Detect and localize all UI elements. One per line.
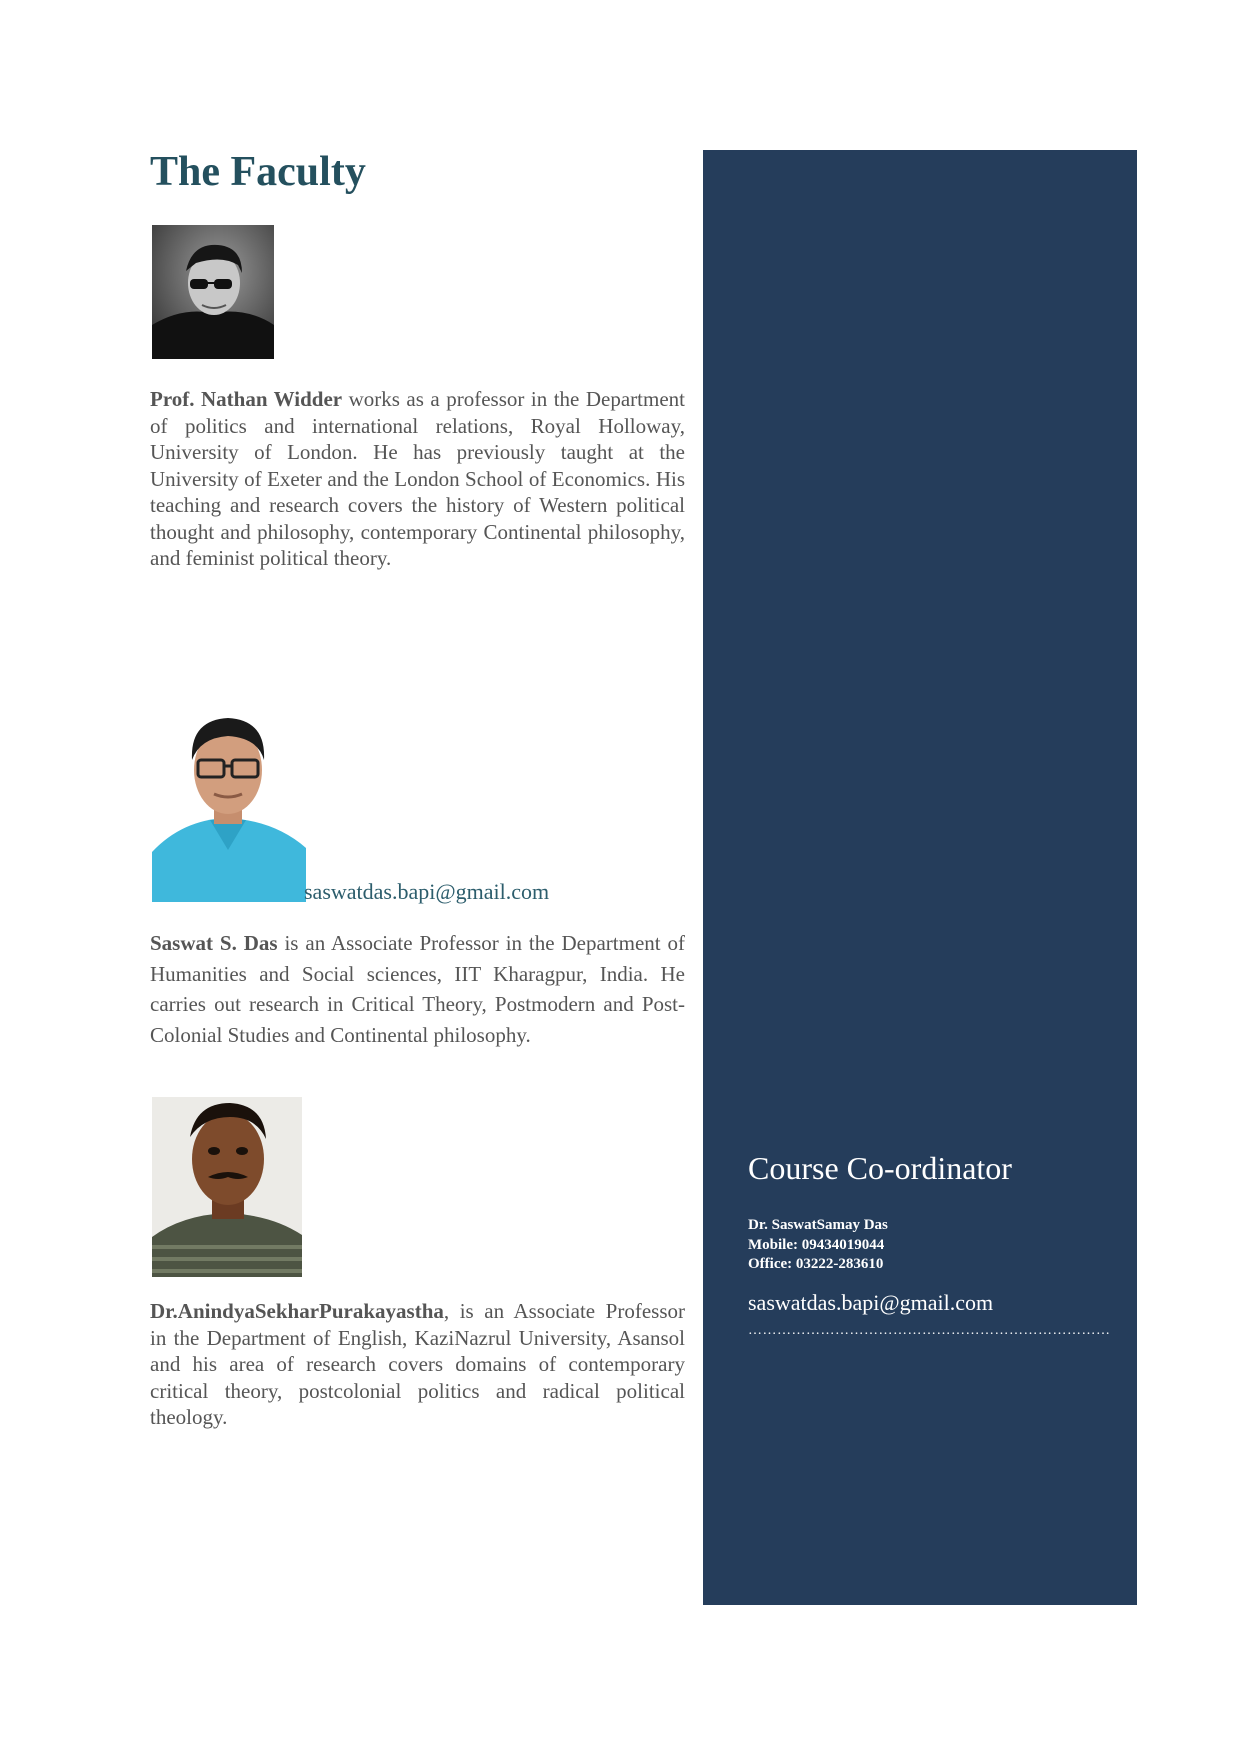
faculty-bio-das xyxy=(150,928,685,1050)
coordinator-contact xyxy=(748,1216,888,1275)
faculty-name: Prof. Nathan Widder xyxy=(150,387,343,411)
faculty-bio-purakayastha xyxy=(150,1298,685,1431)
page-title: The Faculty xyxy=(150,149,366,195)
coordinator-sidebar xyxy=(703,150,1137,1605)
faculty-photo-purakayastha xyxy=(152,1097,302,1277)
coordinator-mobile: Mobile: 09434019044 xyxy=(748,1236,885,1253)
faculty-email[interactable]: saswatdas.bapi@gmail.com xyxy=(304,879,550,904)
faculty-name: Saswat S. Das xyxy=(150,931,278,955)
faculty-bio-text: , is an Associate Professor in the Department of English, KaziNazrul University, Asansol and his area of research covers domains of contemporary critical theory, postcolonial politics and radical political theology. xyxy=(150,1299,685,1429)
coordinator-office: Office: 03222-283610 xyxy=(748,1256,884,1272)
coordinator-email[interactable]: saswatdas.bapi@gmail.com xyxy=(748,1290,994,1315)
faculty-name: Dr.AnindyaSekharPurakayastha xyxy=(150,1299,444,1323)
coordinator-heading: Course Co-ordinator xyxy=(748,1150,1012,1186)
faculty-photo-widder xyxy=(152,225,274,359)
coordinator-name: Dr. SaswatSamay Das xyxy=(748,1217,888,1233)
faculty-bio-text: is an Associate Professor in the Department of Humanities and Social sciences, IIT Kharagpur, India. He carries out research in Critical Theory, Postmodern and Post-Colonial Studies and Continental philosophy. xyxy=(150,931,685,1047)
faculty-bio-widder xyxy=(150,386,685,572)
faculty-photo-das xyxy=(152,702,306,902)
faculty-bio-text: works as a professor in the Department of politics and international relations, Royal Holloway, University of London. He has previously taught at the University of Exeter and the London School of Economics. His teaching and research covers the history of Western political thought and philosophy, contemporary Continental philosophy, and feminist political theory. xyxy=(150,387,686,570)
dotted-line: ………………………………………………………………… xyxy=(748,1323,1111,1338)
